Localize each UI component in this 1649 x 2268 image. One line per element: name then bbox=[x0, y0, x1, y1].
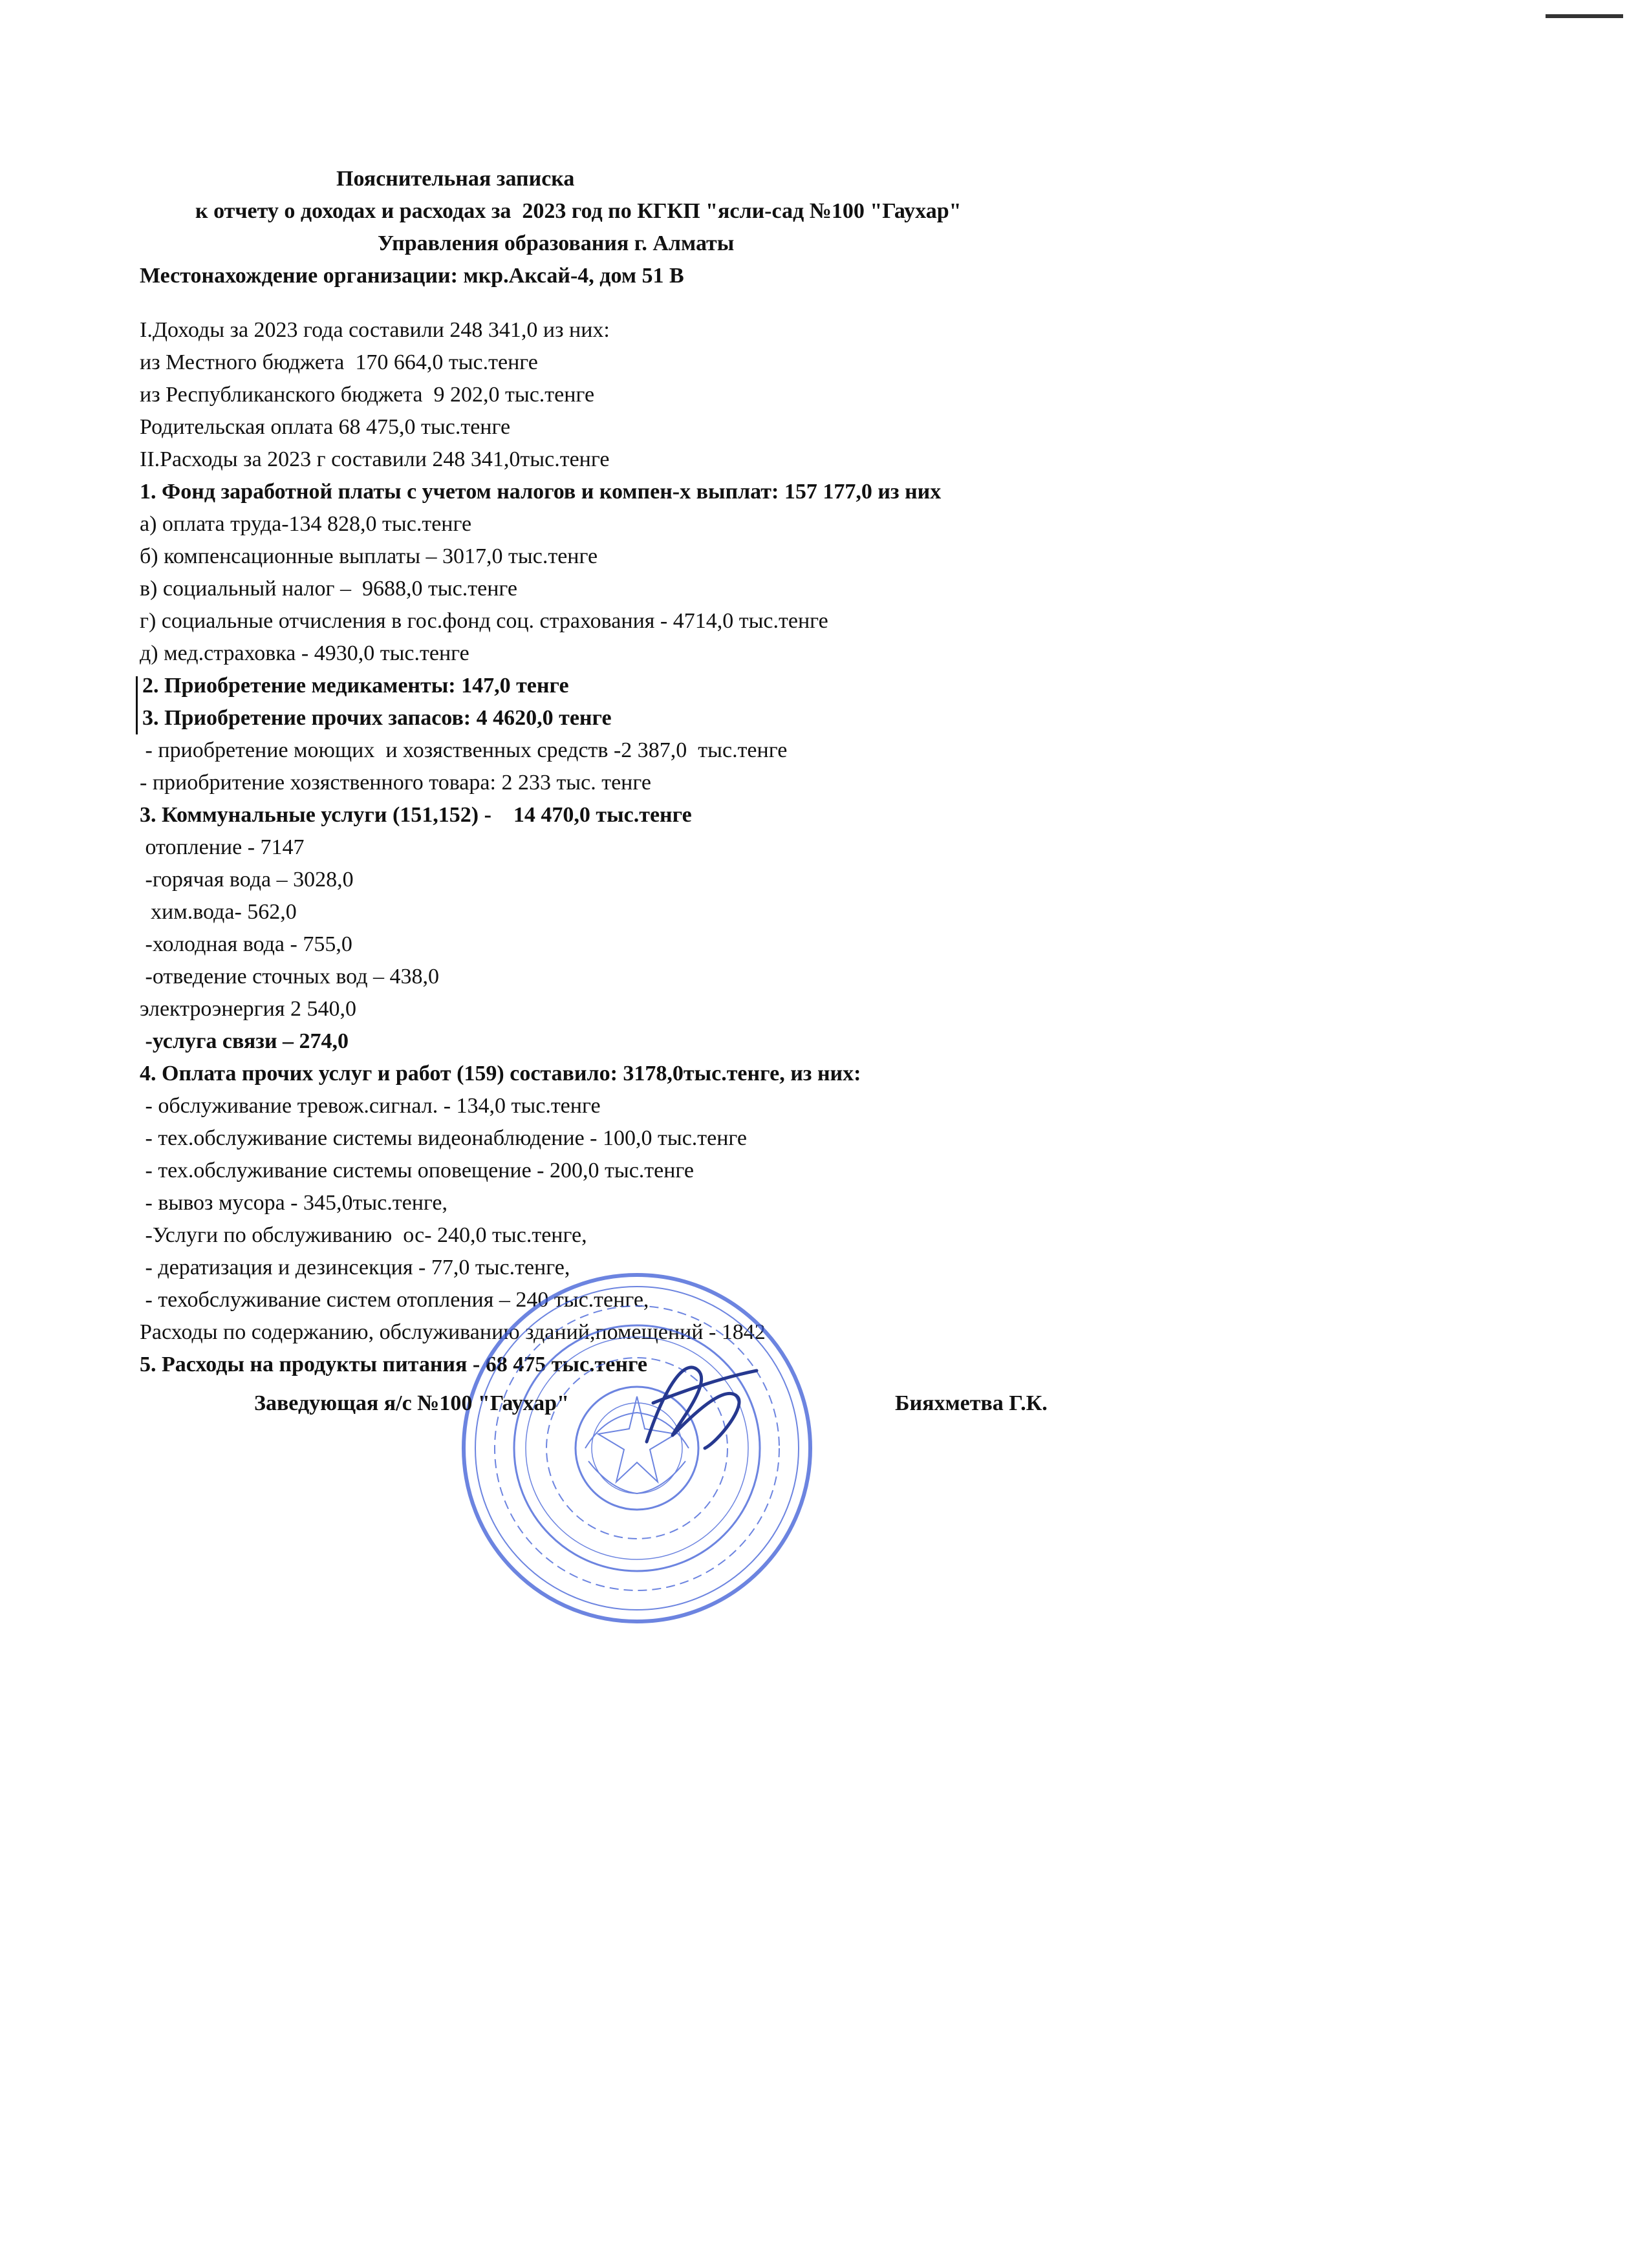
payroll-item: а) оплата труда-134 828,0 тыс.тенге bbox=[140, 512, 472, 536]
supplies-heading: 3. Приобретение прочих запасов: 4 4620,0 тенге bbox=[142, 706, 612, 730]
margin-bar bbox=[136, 676, 138, 734]
signatory-name: Бияхметва Г.К. bbox=[895, 1391, 1048, 1415]
other-services-item: - техобслуживание систем отопления – 240 тыс.тенге, bbox=[140, 1288, 649, 1312]
utilities-item: электроэнергия 2 540,0 bbox=[140, 997, 356, 1021]
payroll-heading: 1. Фонд заработной платы с учетом налогов и компен-х выплат: 157 177,0 из них bbox=[140, 480, 942, 504]
income-republic-budget: из Республиканского бюджета 9 202,0 тыс.тенге bbox=[140, 383, 595, 407]
income-total: I.Доходы за 2023 года составили 248 341,0 из них: bbox=[140, 318, 610, 342]
other-services-item: - тех.обслуживание системы оповещение - 200,0 тыс.тенге bbox=[140, 1159, 695, 1182]
other-services-item: -Услуги по обслуживанию ос- 240,0 тыс.тенге, bbox=[140, 1223, 587, 1247]
signatory-position: Заведующая я/с №100 "Гаухар" bbox=[254, 1391, 569, 1415]
other-services-heading: 4. Оплата прочих услуг и работ (159) составило: 3178,0тыс.тенге, из них: bbox=[140, 1062, 861, 1086]
other-services-item: - тех.обслуживание системы видеонаблюдение - 100,0 тыс.тенге bbox=[140, 1126, 748, 1150]
utilities-communication: -услуга связи – 274,0 bbox=[140, 1029, 349, 1053]
utilities-heading: 3. Коммунальные услуги (151,152) - 14 470,0 тыс.тенге bbox=[140, 803, 692, 827]
expenses-total: II.Расходы за 2023 г составили 248 341,0тыс.тенге bbox=[140, 447, 610, 471]
other-services-item: - вывоз мусора - 345,0тыс.тенге, bbox=[140, 1191, 448, 1215]
signature-icon bbox=[627, 1345, 770, 1461]
utilities-item: хим.вода- 562,0 bbox=[140, 900, 297, 924]
other-services-item: - обслуживание тревож.сигнал. - 134,0 тыс.тенге bbox=[140, 1094, 601, 1118]
utilities-item: -отведение сточных вод – 438,0 bbox=[140, 965, 440, 989]
supplies-item: - приобретение моющих и хозяственных средств -2 387,0 тыс.тенге bbox=[140, 738, 788, 762]
document-title: Пояснительная записка bbox=[336, 167, 575, 191]
utilities-item: -горячая вода – 3028,0 bbox=[140, 868, 354, 892]
department-line: Управления образования г. Алматы bbox=[378, 231, 735, 255]
scan-edge-mark bbox=[1546, 14, 1623, 18]
income-local-budget: из Местного бюджета 170 664,0 тыс.тенге bbox=[140, 350, 538, 374]
document-subtitle: к отчету о доходах и расходах за 2023 год по КГКП "ясли-сад №100 "Гаухар" bbox=[195, 199, 962, 223]
payroll-item: в) социальный налог – 9688,0 тыс.тенге bbox=[140, 577, 517, 601]
supplies-item: - приобритение хозяственного товара: 2 233 тыс. тенге bbox=[140, 771, 651, 795]
other-services-item: Расходы по содержанию, обслуживанию зданий,помещений - 1842 bbox=[140, 1320, 766, 1344]
other-services-item: - дератизация и дезинсекция - 77,0 тыс.тенге, bbox=[140, 1256, 570, 1279]
payroll-item: б) компенсационные выплаты – 3017,0 тыс.тенге bbox=[140, 544, 598, 568]
food-expenses-line: 5. Расходы на продукты питания - 68 475 тыс.тенге bbox=[140, 1353, 648, 1376]
payroll-item: г) социальные отчисления в гос.фонд соц. страхования - 4714,0 тыс.тенге bbox=[140, 609, 828, 633]
medicines-line: 2. Приобретение медикаменты: 147,0 тенге bbox=[142, 674, 569, 698]
income-parent-payment: Родительская оплата 68 475,0 тыс.тенге bbox=[140, 415, 511, 439]
utilities-item: -холодная вода - 755,0 bbox=[140, 932, 352, 956]
utilities-item: отопление - 7147 bbox=[140, 835, 305, 859]
location-line: Местонахождение организации: мкр.Аксай-4, дом 51 В bbox=[140, 264, 684, 288]
payroll-item: д) мед.страховка - 4930,0 тыс.тенге bbox=[140, 641, 469, 665]
